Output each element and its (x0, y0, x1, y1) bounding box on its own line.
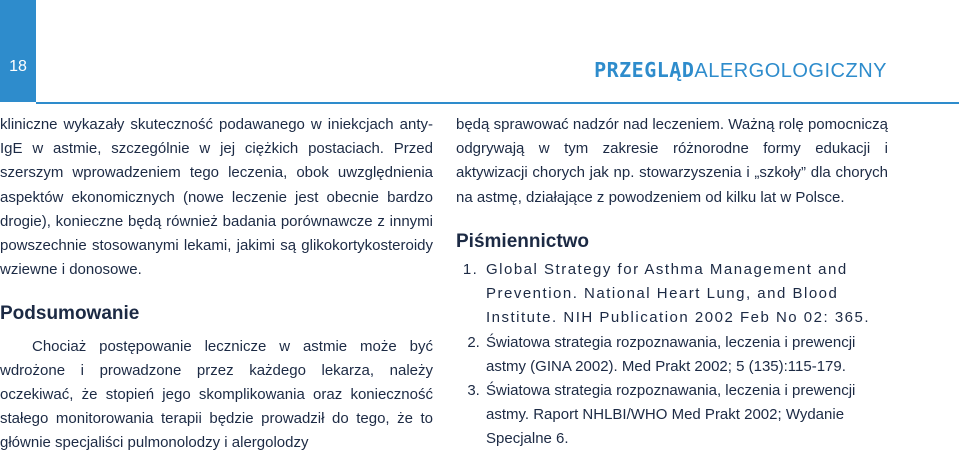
right-column (456, 113, 888, 452)
masthead-part2: ALERGOLOGICZNY (694, 60, 887, 82)
intro-paragraph: kliniczne wykazały skuteczność podawanego w iniekcjach anty-IgE w astmie, szczególnie w jej ciężkich postaciach. Przed szerszym wprowadzeniem tego leczenia, obok uwzględnienia aspektów ekonomicznych (nowe leczenie jest obecnie bardzo drogie), konieczne będą również badania porównawcze z innymi powszechnie stosowanymi lekami, jakimi są glikokortykosteroidy wziewne i donosowe. (0, 116, 433, 279)
left-column (0, 113, 433, 456)
reference-item: 1. Global Strategy for Asthma Management and Prevention. National Heart Lung, and Blood Institute. NIH Publication 2002 Feb No 02: 365. (484, 258, 888, 331)
summary-heading: Podsumowanie (0, 303, 140, 325)
page-number: 18 (9, 58, 27, 75)
references-heading: Piśmiennictwo (456, 230, 590, 252)
reference-item: 2. Światowa strategia rozpoznawania, leczenia i prewencji astmy (GINA 2002). Med Prakt 2002; 5 (135):115-179. (484, 331, 888, 379)
references-list (456, 258, 888, 452)
masthead-part1: PRZEGLĄD (594, 58, 695, 82)
page-number-tab (0, 0, 36, 102)
journal-masthead (594, 58, 887, 83)
summary-paragraph: Chociaż postępowanie lecznicze w astmie może być wdrożone i prowadzone przez każdego lekarza, należy oczekiwać, że stopień jego skomplikowania oraz konieczność stałego monitorowania terapii będzie prowadził do tego, że to głównie specjaliści pulmonolodzy i alergolodzy (0, 337, 433, 452)
header-rule (36, 102, 959, 104)
reference-item: 3. Światowa strategia rozpoznawania, leczenia i prewencji astmy. Raport NHLBI/WHO Med Prakt 2002; Wydanie Specjalne 6. (484, 379, 888, 452)
continuation-paragraph: będą sprawować nadzór nad leczeniem. Ważną rolę pomocniczą odgrywają w tym zakresie różnorodne formy edukacji i aktywizacji chorych jak np. stowarzyszenia i „szkoły” dla chorych na astmę, działające z powodzeniem od kilku lat w Polsce. (456, 116, 888, 206)
